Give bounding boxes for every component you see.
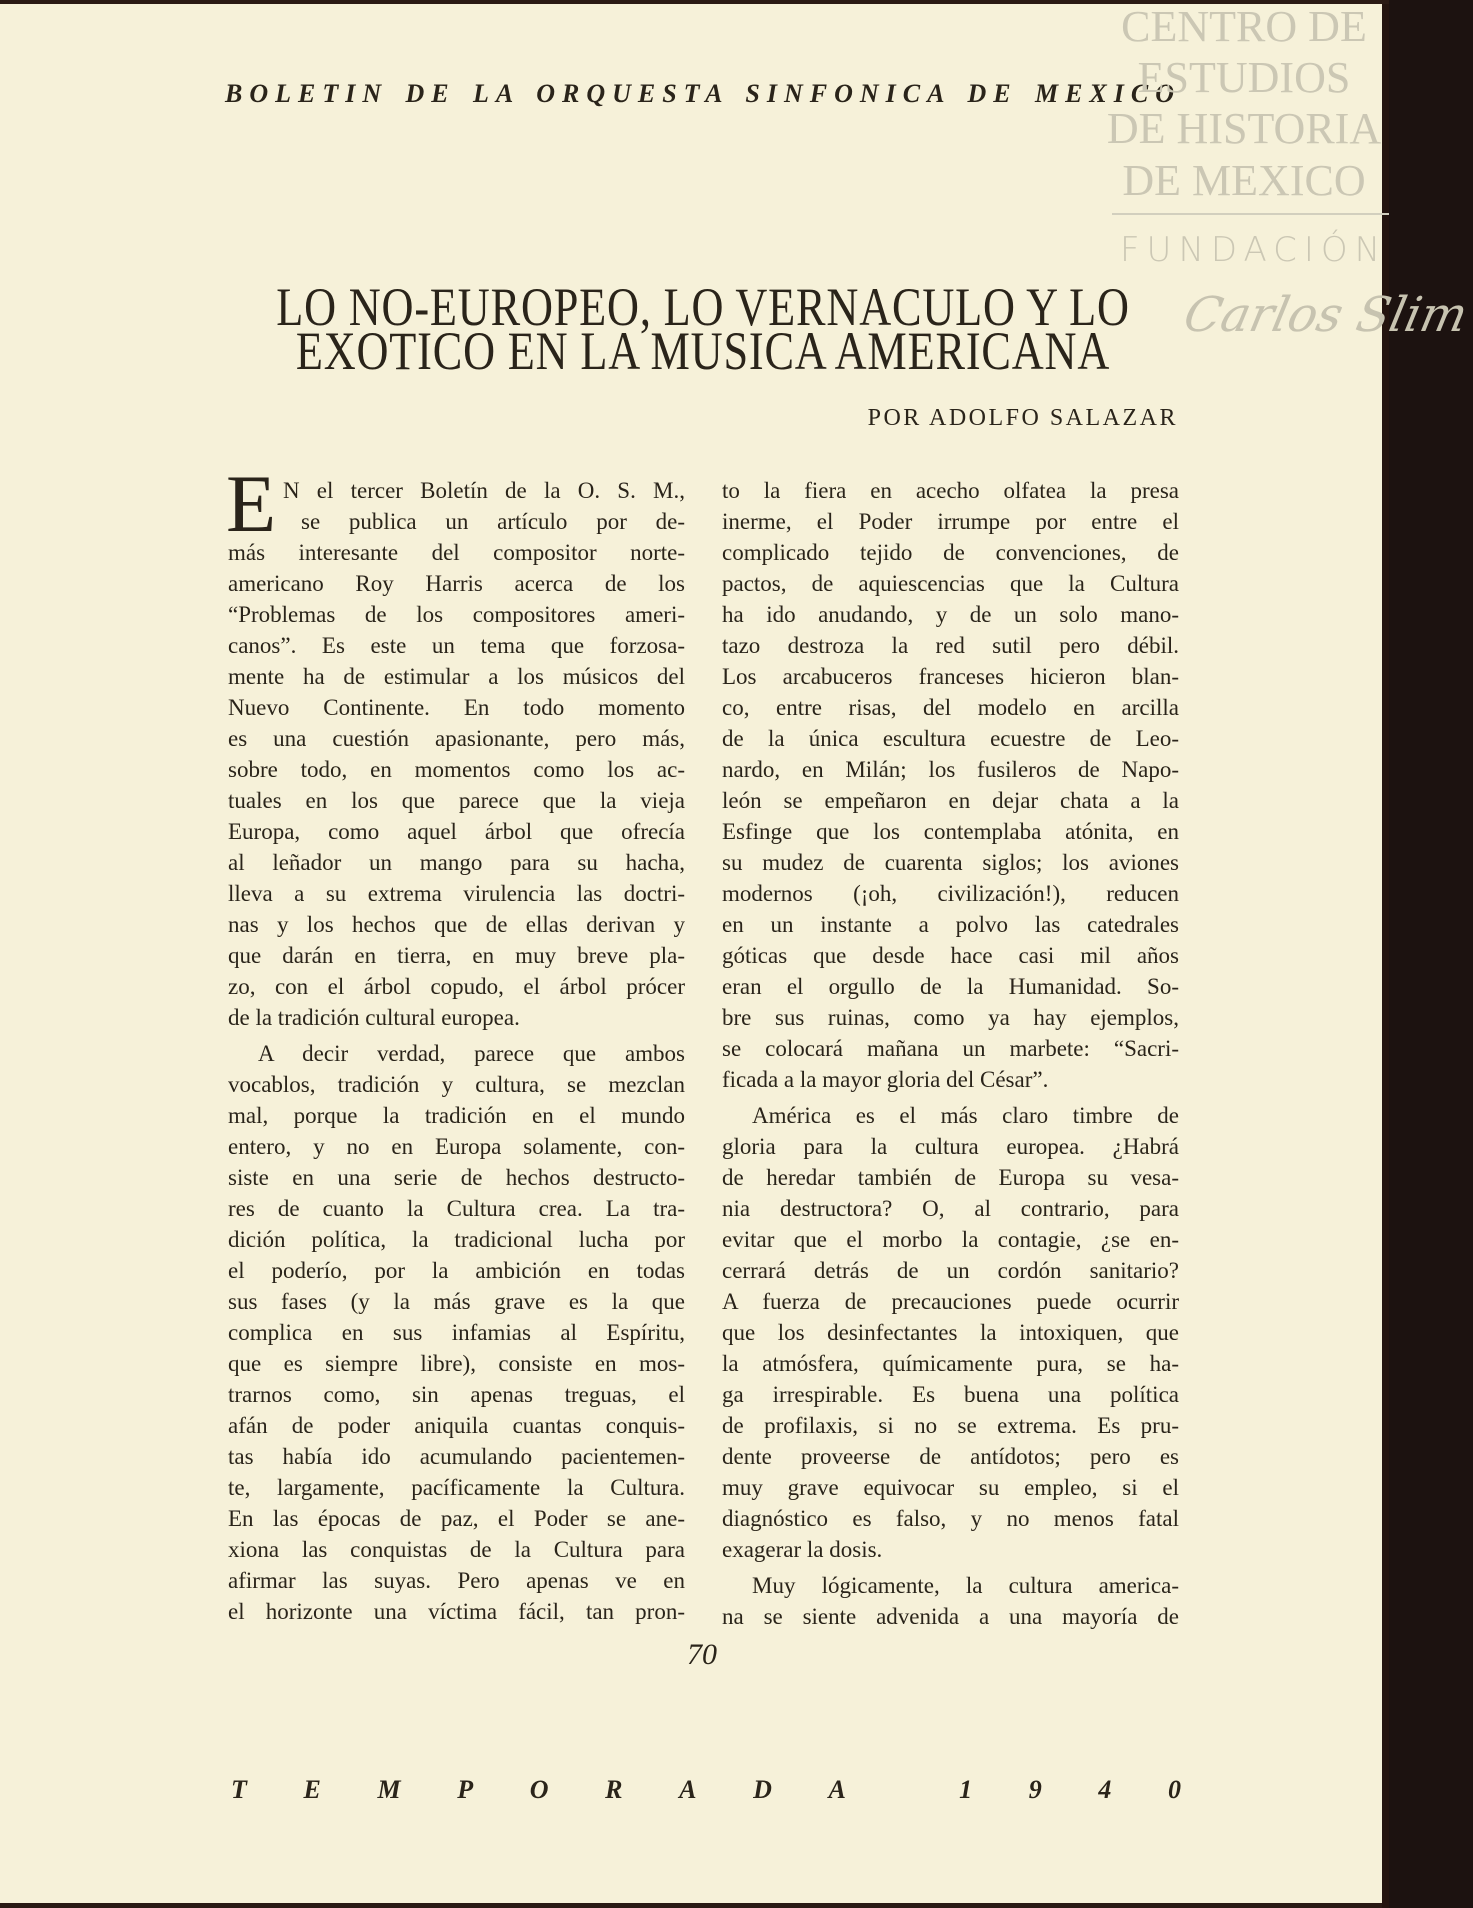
- text-line: siste en una serie de hechos destructo-: [228, 1165, 685, 1190]
- text-column-left: [228, 475, 685, 1627]
- text-line: sus fases (y la más grave es la que: [228, 1289, 685, 1314]
- paragraph: [722, 1100, 1179, 1565]
- text-line: nas y los hechos que de ellas derivan y: [228, 912, 685, 937]
- footer-letter: 0: [1167, 1775, 1181, 1804]
- running-head: BOLETIN DE LA ORQUESTA SINFONICA DE MEXICO: [225, 79, 1181, 108]
- drop-cap: E: [226, 458, 277, 549]
- watermark-signature: Carlos Slim: [1179, 287, 1473, 343]
- watermark-line: CENTRO DE: [1121, 2, 1367, 51]
- text-line: modernos (¡oh, civilización!), reducen: [722, 881, 1179, 906]
- text-line: te, largamente, pacíficamente la Cultura.: [228, 1475, 685, 1500]
- text-line: complicado tejido de convenciones, de: [722, 540, 1179, 565]
- text-line: dente proveerse de antídotos; pero es: [722, 1444, 1179, 1469]
- text-line: pactos, de aquiescencias que la Cultura: [722, 571, 1179, 596]
- text-line: Nuevo Continente. En todo momento: [228, 695, 685, 720]
- text-line: góticas que desde hace casi mil años: [722, 943, 1179, 968]
- footer-letter: 9: [1028, 1775, 1042, 1804]
- text-line: león se empeñaron en dejar chata a la: [722, 788, 1179, 813]
- text-line: zo, con el árbol copudo, el árbol prócer: [228, 974, 685, 999]
- text-line: se colocará mañana un marbete: “Sacri-: [722, 1036, 1179, 1061]
- text-line: es una cuestión apasionante, pero más,: [228, 726, 685, 751]
- text-line: eran el orgullo de la Humanidad. So-: [722, 974, 1179, 999]
- text-line: entero, y no en Europa solamente, con-: [228, 1134, 685, 1159]
- footer-letter: E: [303, 1775, 321, 1804]
- text-line: nardo, en Milán; los fusileros de Napo-: [722, 757, 1179, 782]
- watermark-line: DE HISTORIA: [1106, 104, 1382, 153]
- text-line: de profilaxis, si no se extrema. Es pru-: [722, 1413, 1179, 1438]
- text-line: la atmósfera, químicamente pura, se ha-: [722, 1351, 1179, 1376]
- page-number: 70: [687, 1638, 717, 1671]
- footer-letter: 1: [959, 1775, 973, 1804]
- text-column-right: [722, 475, 1179, 1632]
- watermark-line: ESTUDIOS: [1137, 53, 1351, 102]
- paragraph: [228, 1038, 685, 1627]
- text-line: Muy lógicamente, la cultura america-: [752, 1573, 1179, 1598]
- byline: POR ADOLFO SALAZAR: [867, 405, 1178, 431]
- text-line: que es siempre libre), consiste en mos-: [228, 1351, 685, 1376]
- text-line: complica en sus infamias al Espíritu,: [228, 1320, 685, 1345]
- text-line: trarnos como, sin apenas treguas, el: [228, 1382, 685, 1407]
- text-line: en un instante a polvo las catedrales: [722, 912, 1179, 937]
- text-line: de la única escultura ecuestre de Leo-: [722, 726, 1179, 751]
- title-line: LO NO-EUROPEO, LO VERNACULO Y LO: [276, 277, 1130, 337]
- text-line: vocablos, tradición y cultura, se mezclan: [228, 1072, 685, 1097]
- text-line: tuales en los que parece que la vieja: [228, 788, 685, 813]
- text-line: bre sus ruinas, como ya hay ejemplos,: [722, 1005, 1179, 1030]
- text-line: evitar que el morbo la contagie, ¿se en-: [722, 1227, 1179, 1252]
- text-line: afán de poder aniquila cuantas conquis-: [228, 1413, 685, 1438]
- watermark-divider: [1112, 213, 1389, 215]
- text-line: América es el más claro timbre de: [752, 1103, 1179, 1128]
- text-line: de la tradición cultural europea.: [228, 1005, 520, 1030]
- text-line: americano Roy Harris acerca de los: [228, 571, 685, 596]
- text-line: el poderío, por la ambición en todas: [228, 1258, 685, 1283]
- text-line: tazo destroza la red sutil pero débil.: [722, 633, 1179, 658]
- footer-season: [231, 1774, 1181, 1806]
- text-line: que darán en tierra, en muy breve pla-: [228, 943, 685, 968]
- text-line: xiona las conquistas de la Cultura para: [228, 1537, 685, 1562]
- text-line: inerme, el Poder irrumpe por entre el: [722, 509, 1179, 534]
- text-line: En las épocas de paz, el Poder se ane-: [228, 1506, 685, 1531]
- footer-letter: A: [679, 1775, 697, 1804]
- text-line: ha ido anudando, y de un solo mano-: [722, 602, 1179, 627]
- text-line: co, entre risas, del modelo en arcilla: [722, 695, 1179, 720]
- text-line: na se siente advenida a una mayoría de: [722, 1604, 1179, 1629]
- title-line: EXOTICO EN LA MUSICA AMERICANA: [295, 321, 1111, 381]
- text-line: cerrará detrás de un cordón sanitario?: [722, 1258, 1179, 1283]
- footer-letter: O: [529, 1775, 549, 1804]
- article-title: [178, 277, 1228, 381]
- text-line: Los arcabuceros franceses hicieron blan-: [722, 664, 1179, 689]
- text-line: afirmar las suyas. Pero apenas ve en: [228, 1568, 685, 1593]
- footer-letter: A: [828, 1775, 846, 1804]
- text-line: lleva a su extrema virulencia las doctri-: [228, 881, 685, 906]
- text-line: muy grave equivocar su empleo, si el: [722, 1475, 1179, 1500]
- text-line: N el tercer Boletín de la O. S. M.,: [283, 478, 685, 503]
- text-line: se publica un artículo por de-: [301, 509, 685, 534]
- text-line: canos”. Es este un tema que forzosa-: [228, 633, 685, 658]
- footer-letter: M: [377, 1775, 401, 1804]
- text-line: de heredar también de Europa su vesa-: [722, 1165, 1179, 1190]
- text-line: sobre todo, en momentos como los ac-: [228, 757, 685, 782]
- text-line: “Problemas de los compositores ameri-: [228, 602, 685, 627]
- text-line: gloria para la cultura europea. ¿Habrá: [722, 1134, 1179, 1159]
- text-line: Esfinge que los contemplaba atónita, en: [722, 819, 1179, 844]
- text-line: nia destructora? O, al contrario, para: [722, 1196, 1179, 1221]
- text-line: al leñador un mango para su hacha,: [228, 850, 685, 875]
- text-line: su mudez de cuarenta siglos; los aviones: [722, 850, 1179, 875]
- watermark-foundation: FUNDACIÓN: [1120, 230, 1388, 270]
- paragraph: [722, 1570, 1179, 1632]
- text-line: exagerar la dosis.: [722, 1537, 883, 1562]
- paragraph: [228, 475, 685, 1033]
- text-line: to la fiera en acecho olfatea la presa: [722, 478, 1179, 503]
- footer-letter: P: [457, 1775, 474, 1804]
- text-line: ficada a la mayor gloria del César”.: [722, 1067, 1049, 1092]
- text-line: ga irrespirable. Es buena una política: [722, 1382, 1179, 1407]
- footer-letter: D: [753, 1775, 772, 1804]
- text-line: el horizonte una víctima fácil, tan pron-: [228, 1599, 685, 1624]
- footer-letter: R: [605, 1775, 623, 1804]
- text-line: dición política, la tradicional lucha por: [228, 1227, 685, 1252]
- text-line: mente ha de estimular a los músicos del: [228, 664, 685, 689]
- text-line: más interesante del compositor norte-: [228, 540, 685, 565]
- text-line: res de cuanto la Cultura crea. La tra-: [228, 1196, 685, 1221]
- text-line: A fuerza de precauciones puede ocurrir: [722, 1289, 1179, 1314]
- text-line: Europa, como aquel árbol que ofrecía: [228, 819, 685, 844]
- footer-letter: 4: [1098, 1775, 1112, 1804]
- text-line: mal, porque la tradición en el mundo: [228, 1103, 685, 1128]
- text-line: que los desinfectantes la intoxiquen, que: [722, 1320, 1179, 1345]
- footer-letter: T: [231, 1775, 247, 1804]
- watermark-line: DE MEXICO: [1122, 156, 1366, 205]
- text-line: A decir verdad, parece que ambos: [258, 1041, 685, 1066]
- text-line: diagnóstico es falso, y no menos fatal: [722, 1506, 1179, 1531]
- paragraph: [722, 475, 1179, 1095]
- text-line: tas había ido acumulando pacientemen-: [228, 1444, 685, 1469]
